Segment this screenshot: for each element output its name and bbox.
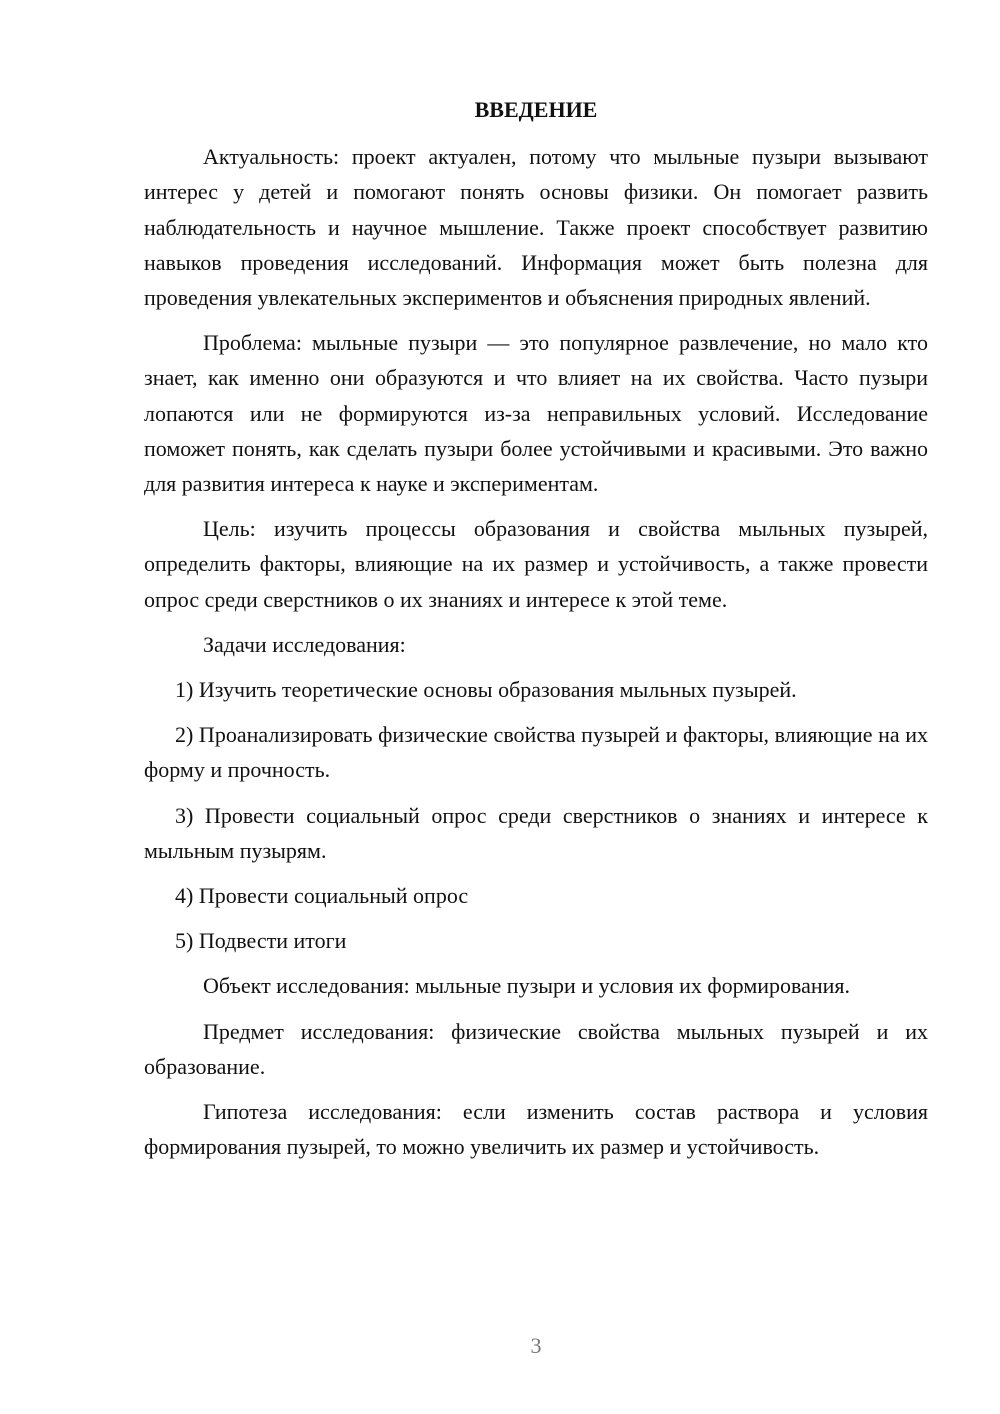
paragraph-hypothesis: Гипотеза исследования: если изменить состав раствора и условия формирования пузырей, то можно увеличить их размер и устойчивость.: [144, 1099, 928, 1160]
paragraph-subject: Предмет исследования: физические свойства мыльных пузырей и их образование.: [144, 1018, 928, 1079]
page-number: 3: [530, 1333, 542, 1358]
paragraph-tasks-heading: Задачи исследования:: [203, 631, 406, 657]
task-item-3: 3) Провести социальный опрос среди сверстников о знаниях и интересе к мыльным пузырям.: [144, 802, 928, 863]
paragraph-relevance: Актуальность: проект актуален, потому что мыльные пузыри вызывают интерес у детей и помогают понять основы физики. Он помогает развить наблюдательность и научное мышление. Также проект способствует развитию навыков проведения исследований. Информация может быть полезна для проведения увлекательных экспериментов и объяснения природных явлений.: [144, 144, 928, 311]
paragraph-object: Объект исследования: мыльные пузыри и условия их формирования.: [203, 973, 851, 999]
task-item-5: 5) Подвести итоги: [175, 928, 347, 954]
task-item-2: 2) Проанализировать физические свойства пузырей и факторы, влияющие на их форму и прочность.: [144, 722, 928, 783]
paragraph-goal: Цель: изучить процессы образования и свойства мыльных пузырей, определить факторы, влияющие на их размер и устойчивость, а также провести опрос среди сверстников о их знаниях и интересе к этой теме.: [144, 516, 928, 612]
task-item-4: 4) Провести социальный опрос: [175, 883, 469, 909]
paragraph-problem: Проблема: мыльные пузыри — это популярное развлечение, но мало кто знает, как именно они образуются и что влияет на их свойства. Часто пузыри лопаются или не формируются из-за неправильных условий. Исследование поможет понять, как сделать пузыри более устойчивыми и красивыми. Это важно для развития интереса к науке и экспериментам.: [144, 330, 928, 497]
task-item-1: 1) Изучить теоретические основы образования мыльных пузырей.: [175, 677, 797, 703]
page-body: [144, 92, 928, 1174]
section-title: ВВЕДЕНИЕ: [474, 97, 598, 122]
